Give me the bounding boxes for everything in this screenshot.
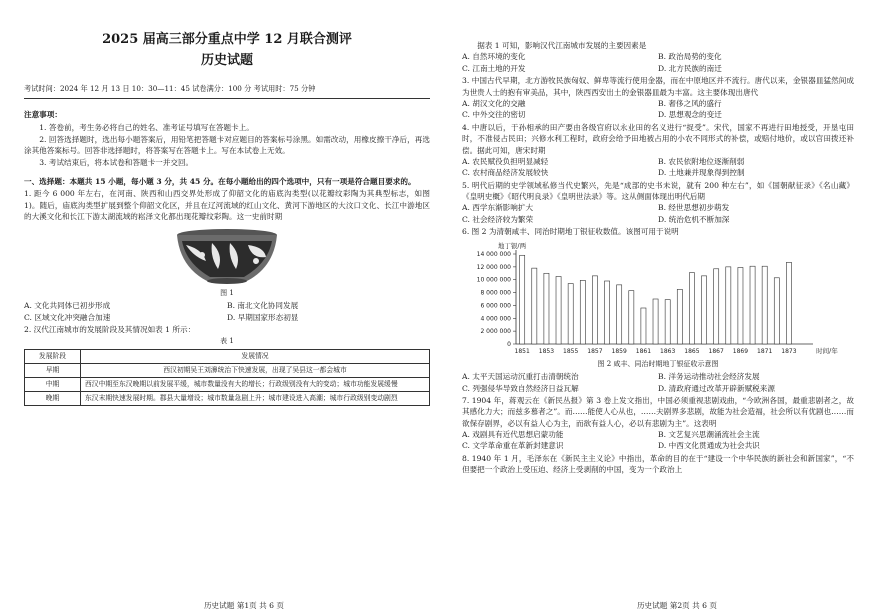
y-axis-label: 地丁银/两 bbox=[497, 241, 527, 250]
bar bbox=[738, 267, 743, 344]
option-b: B. 南北文化协同发展 bbox=[227, 301, 299, 311]
bar bbox=[677, 289, 682, 344]
option-d: D. 中西文化贯通成为社会共识 bbox=[658, 441, 760, 451]
y-tick-label: 0 bbox=[507, 340, 511, 348]
bar bbox=[605, 281, 610, 344]
page-2 bbox=[440, 0, 870, 615]
option-d: D. 早期国家形态初显 bbox=[227, 312, 299, 322]
question-4-stem: 4. 中唐以后，于孙相承的田产要由各级官府以永业田的名义进行“捉受”。宋代，国家不再进行田地授受，开垦屯田时，不准侵占民田；兴修水利工程时，政府会给予田地被占用的小农不同形式的补偿，或赔付地价，或以官田拨还补偿。据此可知，唐宋时期 bbox=[462, 122, 854, 155]
bar bbox=[726, 266, 731, 343]
x-tick-label: 1865 bbox=[684, 347, 700, 355]
option-a: A. 农民赋役负担明显减轻 bbox=[462, 156, 549, 166]
option-d: D. 土地兼并现象得到控制 bbox=[658, 168, 745, 178]
bar bbox=[750, 266, 755, 344]
x-tick-label: 1853 bbox=[538, 347, 555, 355]
question-3-options bbox=[462, 98, 854, 121]
question-5-options bbox=[462, 202, 854, 225]
table-header: 发展阶段 bbox=[25, 349, 81, 363]
bar bbox=[544, 273, 549, 344]
question-2-options bbox=[462, 51, 854, 74]
y-tick-label: 10 000 000 bbox=[476, 276, 511, 284]
table-cell-detail: 东汉末期快速发展时期。郡县大量增设；城市数量急剧上升；城市建设进入高潮；城市行政级别变动剧烈 bbox=[81, 392, 430, 406]
option-c: C. 文学革命重在革新封建意识 bbox=[462, 441, 564, 451]
question-8-stem: 8. 1940 年 1 月，毛泽东在《新民主主义论》中指出，革命的目的在于“建设一个中华民族的新社会和新国家”，“不但要把一个政治上受压迫、经济上受剥削的中国，变为一个政治上 bbox=[462, 453, 854, 475]
bar bbox=[665, 299, 670, 343]
y-tick-label: 12 000 000 bbox=[476, 263, 511, 271]
x-tick-label: 1861 bbox=[635, 347, 652, 355]
bar bbox=[556, 276, 561, 344]
option-b: B. 政治局势的变化 bbox=[658, 52, 722, 62]
x-axis-label: 时间/年 bbox=[816, 346, 838, 355]
option-c: C. 区域文化冲突融合加速 bbox=[24, 312, 111, 322]
option-d: D. 清政府通过改革开辟新赋税来源 bbox=[658, 383, 775, 393]
question-7-options bbox=[462, 429, 854, 452]
note-item: 1. 答卷前，考生务必将自己的姓名、准考证号填写在答题卡上。 bbox=[39, 123, 254, 133]
bar bbox=[774, 277, 779, 343]
option-d: D. 北方民族的南迁 bbox=[658, 63, 722, 73]
bar bbox=[702, 275, 707, 343]
question-1-stem: 1. 距今 6 000 年左右，在河南、陕西和山西交界处形成了仰韶文化的庙底沟类型(以花瓣纹彩陶为其典型标志，如图 1)。随后，庙底沟类型扩展到整个仰韶文化区，并且在辽河流域的红山文化、黄河下游地区的大汶口文化、长江中游地区的大溪文化和长江下游太湖流域的崧泽文化都出现花瓣纹彩陶。这一史前时期 bbox=[24, 189, 430, 222]
option-a: A. 西学东渐影响扩大 bbox=[462, 203, 534, 213]
bar bbox=[532, 268, 537, 344]
bar bbox=[714, 268, 719, 343]
x-tick-label: 1859 bbox=[611, 347, 627, 355]
table-cell-detail: 西汉初期吴王刘濞统治下快速发展，出现了吴县这一都会城市 bbox=[81, 363, 430, 377]
option-c: C. 中外交往的密切 bbox=[462, 110, 526, 120]
option-b: B. 奢侈之风的盛行 bbox=[658, 98, 722, 108]
table-cell-detail: 西汉中期至东汉晚期以前发展平缓，城市数量没有大的增长；行政级别没有大的变动；城市功能发展缓慢 bbox=[81, 378, 430, 392]
section-heading: 一、选择题：本题共 15 小题，每小题 3 分，共 45 分。在每小题给出的四个选项中，只有一项是符合题目要求的。 bbox=[24, 177, 416, 187]
y-tick-label: 14 000 000 bbox=[476, 250, 511, 258]
option-c: C. 江南土地的开发 bbox=[462, 63, 526, 73]
bar bbox=[653, 299, 658, 344]
option-b: B. 文艺复兴思潮涌流社会主流 bbox=[658, 430, 760, 440]
x-tick-label: 1863 bbox=[660, 347, 676, 355]
y-tick-label: 6 000 000 bbox=[480, 302, 511, 310]
bar bbox=[786, 262, 791, 344]
table-row bbox=[25, 363, 430, 377]
note-item: 2. 回答选择题时，选出每小题答案后，用铅笔把答题卡对应题目的答案标号涂黑。如需改动，用橡皮擦干净后，再选涂其他答案标号。回答非选择题时，将答案写在答题卡上。写在本试卷上无效。 bbox=[24, 134, 430, 156]
figure-1-caption: 图 1 bbox=[220, 288, 234, 297]
table-cell-stage: 早期 bbox=[25, 363, 81, 377]
table-1 bbox=[24, 349, 430, 407]
painted-pottery-bowl-image bbox=[172, 227, 282, 287]
page-2-footer: 历史试题 第2页 共 6 页 bbox=[636, 600, 718, 610]
option-d: D. 统治危机不断加深 bbox=[658, 214, 730, 224]
question-7-stem: 7. 1904 年，蒋观云在《新民丛报》第 3 卷上发文指出，中国必须重视悲剧戏曲，“今欧洲各国，最重悲剧者之，故其感化力大；而兹多慕者之”。而……能使人心从也，……夫剧界多悲剧，故能为社会造福，社会所以有优剧也……而欲保存剧界，必以有益人心为主，而欲有益人心，必以有悲剧为主”。这表明 bbox=[462, 395, 854, 428]
bar bbox=[762, 266, 767, 344]
table-cell-stage: 晚期 bbox=[25, 392, 81, 406]
x-tick-label: 1871 bbox=[757, 347, 773, 355]
y-tick-label: 4 000 000 bbox=[480, 314, 511, 322]
bar bbox=[568, 283, 573, 343]
figure-2-chart bbox=[462, 240, 854, 358]
table-row bbox=[25, 392, 430, 406]
x-tick-label: 1857 bbox=[587, 347, 603, 355]
y-tick-label: 8 000 000 bbox=[480, 289, 511, 297]
notes-heading: 注意事项： bbox=[24, 110, 62, 120]
y-tick-label: 2 000 000 bbox=[480, 327, 511, 335]
exam-info: 考试时间：2024 年 12 月 13 日 10：30—11：45 试卷满分：100 分 考试用时：75 分钟 bbox=[24, 84, 430, 99]
x-tick-label: 1873 bbox=[781, 347, 797, 355]
question-4-options bbox=[462, 156, 854, 179]
x-tick-label: 1867 bbox=[708, 347, 724, 355]
bar bbox=[520, 255, 525, 344]
option-a: A. 戏剧具有近代思想启蒙功能 bbox=[462, 430, 564, 440]
option-b: B. 农民依附地位逐渐削弱 bbox=[658, 156, 745, 166]
note-item: 3. 考试结束后，将本试卷和答题卡一并交回。 bbox=[39, 157, 194, 167]
bar-chart bbox=[462, 240, 854, 358]
bar bbox=[580, 280, 585, 344]
question-2-stem: 2. 汉代江南城市的发展阶段及其情况如表 1 所示： bbox=[24, 324, 196, 334]
x-tick-label: 1851 bbox=[514, 347, 530, 355]
question-2-followup: 据表 1 可知，影响汉代江南城市发展的主要因素是 bbox=[477, 41, 647, 50]
option-a: A. 胡汉文化的交融 bbox=[462, 98, 526, 108]
exam-subtitle: 历史试题 bbox=[200, 52, 253, 68]
bar bbox=[689, 272, 694, 343]
bar bbox=[629, 290, 634, 343]
question-5-stem: 5. 明代后期的史学领域私修当代史繁兴，先是“成部的史书未说，就有 200 种左右”，如《国朝献征录》《名山藏》《皇明史概》《昭代明良录》《皇明世法录》等。这从侧面体现出明代后期 bbox=[462, 180, 854, 202]
option-a: A. 自然环境的变化 bbox=[462, 52, 526, 62]
bar bbox=[617, 284, 622, 343]
exam-title: 2025 届高三部分重点中学 12 月联合测评 bbox=[102, 32, 352, 47]
option-b: B. 洋务运动推动社会经济发展 bbox=[658, 372, 760, 382]
question-1-options bbox=[24, 300, 430, 323]
page-1-footer: 历史试题 第1页 共 6 页 bbox=[203, 600, 285, 610]
figure-2-caption: 图 2 咸丰、同治时期地丁银征收示意图 bbox=[597, 359, 719, 368]
option-a: A. 太平天国运动沉重打击清朝统治 bbox=[462, 372, 579, 382]
option-d: D. 思想观念的变迁 bbox=[658, 110, 722, 120]
option-c: C. 列强侵华导致自然经济日益瓦解 bbox=[462, 383, 579, 393]
option-a: A. 文化共同体已初步形成 bbox=[24, 301, 111, 311]
option-b: B. 经世思想初步萌发 bbox=[658, 203, 730, 213]
bar bbox=[592, 275, 597, 343]
question-3-stem: 3. 中国古代早期，北方游牧民族匈奴、鲜卑等流行使用金器，而在中原地区并不流行。唐代以来，金银器皿猛然间成为世贵人士的抱有审美品，其中，陕西西安出土的金银器皿最为丰富。这主要体现出唐代 bbox=[462, 76, 854, 97]
option-c: C. 农村商品经济发展较快 bbox=[462, 168, 549, 178]
table-row bbox=[25, 378, 430, 392]
table-header: 发展情况 bbox=[81, 349, 430, 363]
question-6-stem: 6. 图 2 为清朝咸丰、同治时期地丁银征收数值。该图可用于说明 bbox=[462, 227, 679, 237]
question-6-options bbox=[462, 371, 854, 394]
table-cell-stage: 中期 bbox=[25, 378, 81, 392]
x-tick-label: 1855 bbox=[563, 347, 579, 355]
bar bbox=[641, 308, 646, 344]
option-c: C. 社会经济较为繁荣 bbox=[462, 214, 534, 224]
x-tick-label: 1869 bbox=[732, 347, 749, 355]
table-1-caption: 表 1 bbox=[220, 337, 234, 346]
